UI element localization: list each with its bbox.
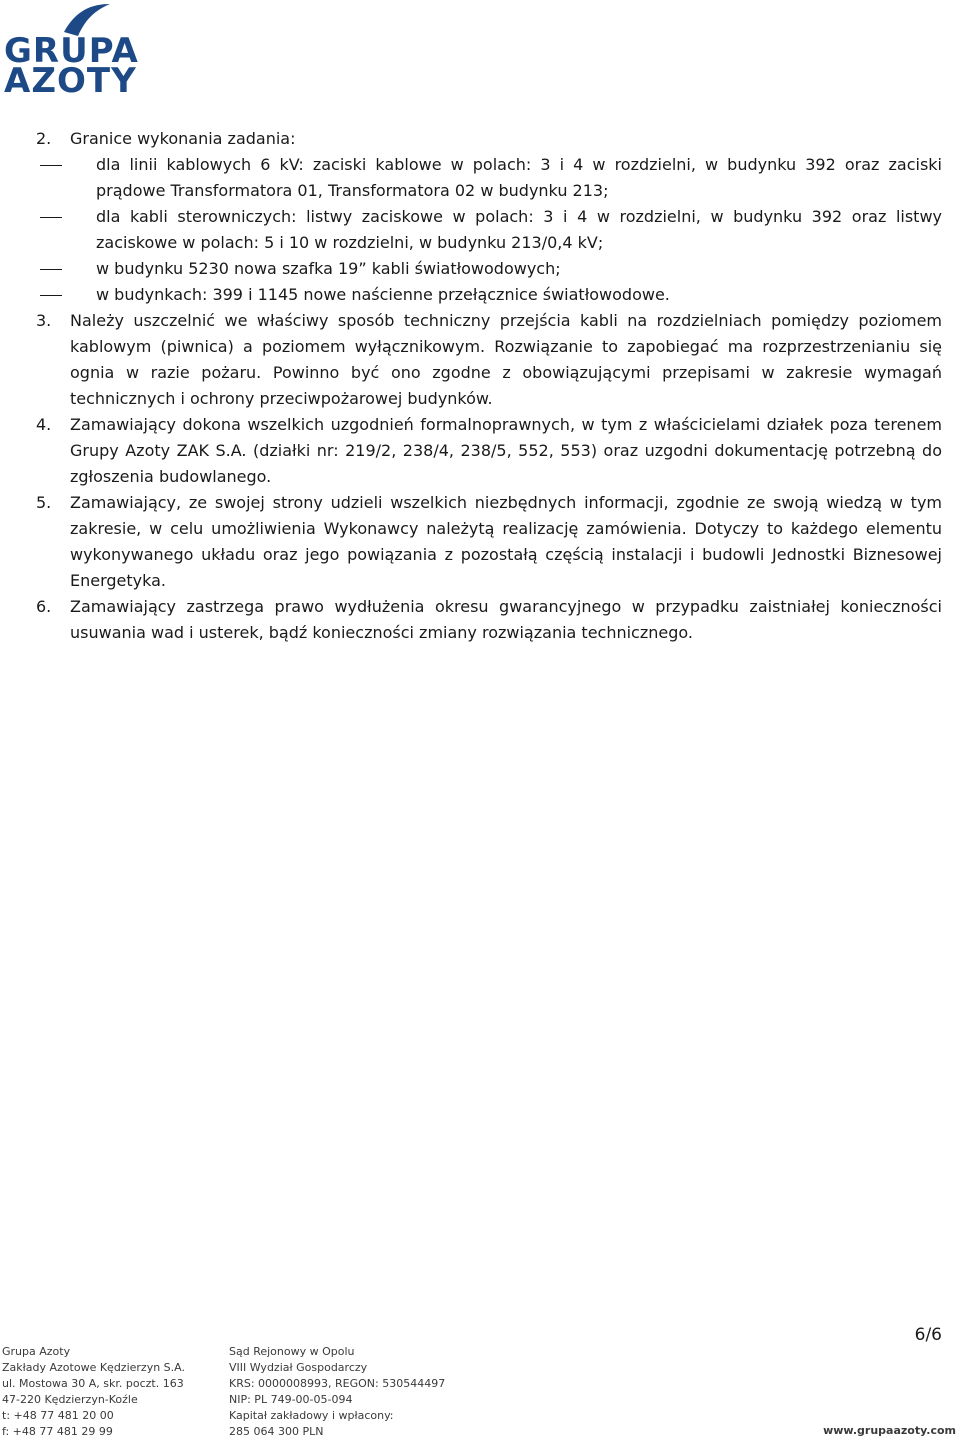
sub-item-text: w budynku 5230 nowa szafka 19” kabli światłowodowych; xyxy=(96,259,561,278)
sub-list-item xyxy=(36,256,942,282)
list-item xyxy=(36,490,942,594)
dash-bullet-icon xyxy=(40,295,62,296)
sub-item-text: dla kabli sterowniczych: listwy zaciskowe w polach: 3 i 4 w rozdzielni, w budynku 392 oraz listwy zaciskowe w polach: 5 i 10 w rozdzielni, w budynku 213/0,4 kV; xyxy=(96,207,942,252)
footer-line: NIP: PL 749-00-05-094 xyxy=(229,1393,353,1406)
item-text: Zamawiający zastrzega prawo wydłużenia okresu gwarancyjnego w przypadku zaistniałej konieczności usuwania wad i usterek, bądź konieczności zmiany rozwiązania technicznego. xyxy=(70,597,942,642)
list-item xyxy=(36,594,942,646)
footer-line: KRS: 0000008993, REGON: 530544497 xyxy=(229,1377,446,1390)
footer-line: t: +48 77 481 20 00 xyxy=(2,1409,114,1422)
footer-line: Kapitał zakładowy i wpłacony: xyxy=(229,1409,394,1422)
footer-company-info xyxy=(2,1344,185,1440)
item-number: 5. xyxy=(36,493,52,512)
logo-text-line2: AZOTY xyxy=(4,61,137,101)
footer-website-link[interactable]: www.grupaazoty.com xyxy=(823,1424,956,1437)
dash-bullet-icon xyxy=(40,269,62,270)
company-logo xyxy=(0,0,170,110)
footer-line: 47-220 Kędzierzyn-Koźle xyxy=(2,1393,138,1406)
list-item xyxy=(36,126,942,152)
sub-list-item xyxy=(36,282,942,308)
item-number: 4. xyxy=(36,415,52,434)
dash-bullet-icon xyxy=(40,165,62,166)
document-body xyxy=(36,126,942,646)
page-number: 6/6 xyxy=(914,1325,942,1345)
sub-list-item xyxy=(36,152,942,204)
footer-line: Zakłady Azotowe Kędzierzyn S.A. xyxy=(2,1361,185,1374)
item-number: 3. xyxy=(36,311,52,330)
footer-line: ul. Mostowa 30 A, skr. poczt. 163 xyxy=(2,1377,184,1390)
footer-line: f: +48 77 481 29 99 xyxy=(2,1425,113,1438)
list-item xyxy=(36,308,942,412)
footer-line: VIII Wydział Gospodarczy xyxy=(229,1361,368,1374)
dash-bullet-icon xyxy=(40,217,62,218)
list-item xyxy=(36,412,942,490)
footer-line: 285 064 300 PLN xyxy=(229,1425,324,1438)
item-text: Należy uszczelnić we właściwy sposób techniczny przejścia kabli na rozdzielniach pomiędzy poziomem kablowym (piwnica) a poziomem wyłącznikowym. Rozwiązanie to zapobiegać ma rozprzestrzenianiu się ognia w razie pożaru. Powinno być ono zgodne z obowiązującymi przepisami w zakresie wymagań technicznych i ochrony przeciwpożarowej budynków. xyxy=(70,311,942,408)
footer-registry-info xyxy=(229,1344,445,1440)
footer-line: Grupa Azoty xyxy=(2,1345,71,1358)
sub-item-text: dla linii kablowych 6 kV: zaciski kablowe w polach: 3 i 4 w rozdzielni, w budynku 392 oraz zaciski prądowe Transformatora 01, Transformatora 02 w budynku 213; xyxy=(96,155,942,200)
item-number: 2. xyxy=(36,129,52,148)
footer-line: Sąd Rejonowy w Opolu xyxy=(229,1345,355,1358)
item-number: 6. xyxy=(36,597,52,616)
sub-item-text: w budynkach: 399 i 1145 nowe naścienne przełącznice światłowodowe. xyxy=(96,285,670,304)
logo-text-line1: GRUPA xyxy=(4,31,139,71)
sub-list-item xyxy=(36,204,942,256)
item-text: Zamawiający dokona wszelkich uzgodnień formalnoprawnych, w tym z właścicielami działek poza terenem Grupy Azoty ZAK S.A. (działki nr: 219/2, 238/4, 238/5, 552, 553) oraz uzgodni dokumentację potrzebną do zgłoszenia budowlanego. xyxy=(70,415,942,486)
item-text: Zamawiający, ze swojej strony udzieli wszelkich niezbędnych informacji, zgodnie ze swoją wiedzą w tym zakresie, w celu umożliwienia Wykonawcy należytą realizację zamówienia. Dotyczy to każdego elementu wykonywanego układu oraz jego powiązania z pozostałą częścią instalacji i budowli Jednostki Biznesowej Energetyka. xyxy=(70,493,942,590)
item-text: Granice wykonania zadania: xyxy=(70,129,296,148)
